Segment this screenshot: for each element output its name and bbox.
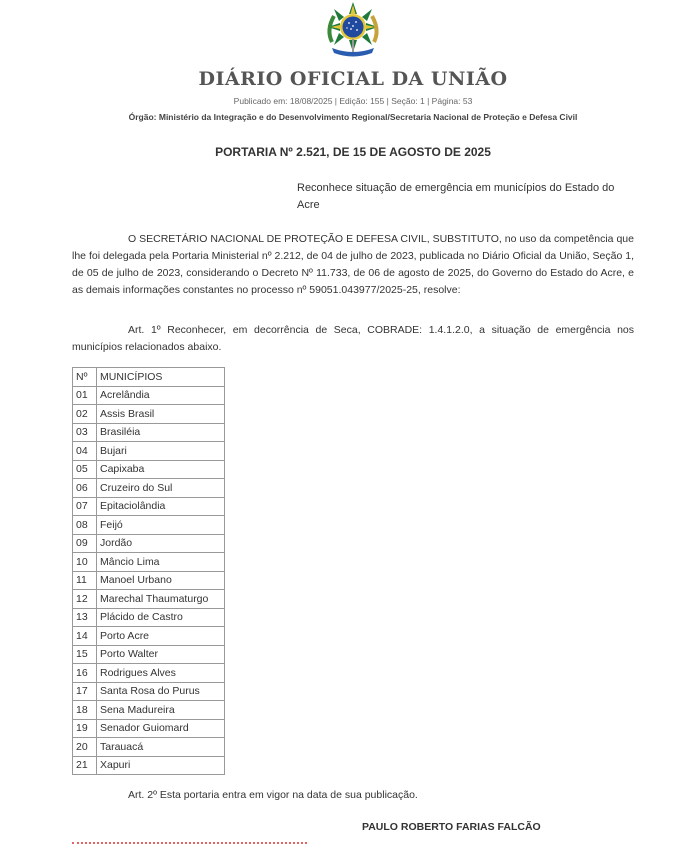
table-row xyxy=(73,423,225,442)
row-municipio: Plácido de Castro xyxy=(97,608,225,627)
row-number: 09 xyxy=(73,534,97,553)
row-municipio: Rodrigues Alves xyxy=(97,664,225,683)
page-cutoff-divider xyxy=(72,842,307,848)
row-number: 10 xyxy=(73,553,97,572)
row-number: 03 xyxy=(73,423,97,442)
row-number: 06 xyxy=(73,479,97,498)
table-row xyxy=(73,405,225,424)
table-row xyxy=(73,756,225,775)
row-number: 02 xyxy=(73,405,97,424)
table-row xyxy=(73,534,225,553)
row-number: 17 xyxy=(73,682,97,701)
table-row xyxy=(73,571,225,590)
row-municipio: Epitaciolândia xyxy=(97,497,225,516)
orgao-label: Órgão: xyxy=(128,112,157,122)
table-row xyxy=(73,516,225,535)
signatory-name: PAULO ROBERTO FARIAS FALCÃO xyxy=(362,821,541,833)
row-municipio: Feijó xyxy=(97,516,225,535)
row-municipio: Porto Walter xyxy=(97,645,225,664)
row-number: 19 xyxy=(73,719,97,738)
article-1-text: Art. 1º Reconhecer, em decorrência de Seca, COBRADE: 1.4.1.2.0, a situação de emergência nos municípios relacionados abaixo. xyxy=(72,324,634,353)
ementa: Reconhece situação de emergência em municípios do Estado do Acre xyxy=(297,182,615,211)
table-row xyxy=(73,460,225,479)
table-row xyxy=(73,386,225,405)
article-1-paragraph xyxy=(72,322,634,356)
orgao-line xyxy=(0,112,696,122)
preamble-paragraph xyxy=(72,231,634,299)
row-municipio: Capixaba xyxy=(97,460,225,479)
table-row xyxy=(73,608,225,627)
row-number: 08 xyxy=(73,516,97,535)
portaria-title: PORTARIA Nº 2.521, DE 15 DE AGOSTO DE 2025 xyxy=(215,145,491,159)
row-municipio: Santa Rosa do Purus xyxy=(97,682,225,701)
header-municipios: MUNICÍPIOS xyxy=(97,368,225,387)
table-row xyxy=(73,627,225,646)
row-municipio: Mâncio Lima xyxy=(97,553,225,572)
publication-info: Publicado em: 18/08/2025 | Edição: 155 | Seção: 1 | Página: 53 xyxy=(233,96,473,106)
row-municipio: Jordão xyxy=(97,534,225,553)
table-row xyxy=(73,497,225,516)
preamble-text: O SECRETÁRIO NACIONAL DE PROTEÇÃO E DEFESA CIVIL, SUBSTITUTO, no uso da competência que lhe foi delegada pela Portaria Ministerial nº 2.212, de 04 de julho de 2023, publicada no Diário Oficial da União, Seção 1, de 05 de julho de 2023, considerando o Decreto Nº 11.733, de 06 de agosto de 2025, do Governo do Estado do Acre, e as demais informações constantes no processo nº 59051.043977/2025-25, resolve: xyxy=(72,233,634,296)
row-municipio: Manoel Urbano xyxy=(97,571,225,590)
row-municipio: Assis Brasil xyxy=(97,405,225,424)
municipalities-table xyxy=(72,367,225,775)
row-number: 18 xyxy=(73,701,97,720)
table-row xyxy=(73,645,225,664)
table-row xyxy=(73,479,225,498)
row-number: 12 xyxy=(73,590,97,609)
table-row xyxy=(73,442,225,461)
row-municipio: Tarauacá xyxy=(97,738,225,757)
row-number: 14 xyxy=(73,627,97,646)
row-municipio: Bujari xyxy=(97,442,225,461)
brazil-coat-of-arms-icon xyxy=(320,2,386,60)
row-municipio: Acrelândia xyxy=(97,386,225,405)
row-municipio: Marechal Thaumaturgo xyxy=(97,590,225,609)
row-municipio: Brasiléia xyxy=(97,423,225,442)
row-municipio: Cruzeiro do Sul xyxy=(97,479,225,498)
table-row xyxy=(73,553,225,572)
row-number: 16 xyxy=(73,664,97,683)
row-municipio: Senador Guiomard xyxy=(97,719,225,738)
row-number: 07 xyxy=(73,497,97,516)
header-number: Nº xyxy=(73,368,97,387)
row-municipio: Xapuri xyxy=(97,756,225,775)
newspaper-title: DIÁRIO OFICIAL DA UNIÃO xyxy=(198,68,508,90)
row-number: 04 xyxy=(73,442,97,461)
row-municipio: Sena Madureira xyxy=(97,701,225,720)
table-row xyxy=(73,664,225,683)
table-row xyxy=(73,590,225,609)
table-row xyxy=(73,682,225,701)
row-number: 15 xyxy=(73,645,97,664)
row-number: 11 xyxy=(73,571,97,590)
orgao-value: Ministério da Integração e do Desenvolvimento Regional/Secretaria Nacional de Proteção e Defesa Civil xyxy=(158,112,578,122)
row-number: 21 xyxy=(73,756,97,775)
row-number: 05 xyxy=(73,460,97,479)
table-row xyxy=(73,701,225,720)
row-number: 13 xyxy=(73,608,97,627)
table-header-row xyxy=(73,368,225,387)
row-number: 01 xyxy=(73,386,97,405)
table-row xyxy=(73,738,225,757)
row-number: 20 xyxy=(73,738,97,757)
row-municipio: Porto Acre xyxy=(97,627,225,646)
article-2-text: Art. 2º Esta portaria entra em vigor na data de sua publicação. xyxy=(128,789,418,801)
table-row xyxy=(73,719,225,738)
